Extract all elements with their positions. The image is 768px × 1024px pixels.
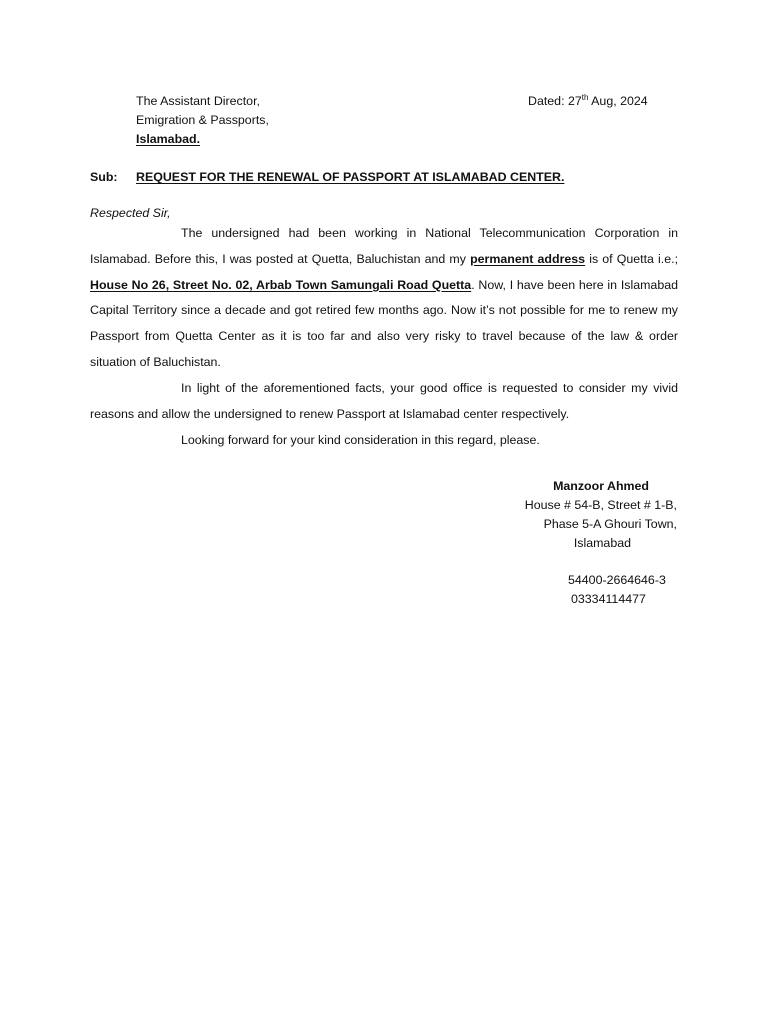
permanent-address-label: permanent address [470,251,586,266]
signatory-address-line-1: House # 54-B, Street # 1-B, [524,498,677,512]
signatory-phone: 03334114477 [571,592,646,606]
recipient-city: Islamabad. [136,132,201,146]
signatory-cnic: 54400-2664646-3 [568,573,666,587]
recipient-title: The Assistant Director, [136,94,260,108]
signatory-name: Manzoor Ahmed [553,479,649,493]
recipient-block [136,92,269,149]
signatory-address-line-2: Phase 5-A Ghouri Town, [543,517,677,531]
paragraph-1-part-3: . Now, I have been here in Islamabad Capital Territory since a decade and got retired few months ago. Now it’s not possible for me to renew my Passport from Quetta Center as it is too far and also very risky to travel because of the law & order situation of Baluchistan. [90,277,678,369]
body-paragraph-3: Looking forward for your kind consideration in this regard, please. [181,433,540,447]
letter-date [528,92,648,111]
quetta-address: House No 26, Street No. 02, Arbab Town Samungali Road Quetta [90,277,472,292]
date-prefix: Dated: 27 [528,94,582,108]
date-rest: Aug, 2024 [588,94,648,108]
paragraph-1-part-2: is of Quetta i.e.; [585,251,679,266]
subject-label: Sub: [90,170,118,184]
paragraph-1-part-1: The undersigned had been working in National Telecommunication Corporation in Islamabad. Before this, I was posted at Quetta, Baluchistan and my [90,226,678,266]
salutation: Respected Sir, [90,206,171,220]
body-paragraph-1 [90,221,678,376]
signature-block [525,477,677,553]
date-ordinal-suffix: th [581,93,589,102]
recipient-department: Emigration & Passports, [136,113,269,127]
signatory-address-line-3: Islamabad [573,536,631,550]
subject-text: REQUEST FOR THE RENEWAL OF PASSPORT AT ISLAMABAD CENTER. [136,170,565,184]
body-paragraph-2: In light of the aforementioned facts, your good office is requested to consider my vivid reasons and allow the undersigned to renew Passport at Islamabad center respectively. [90,381,678,421]
